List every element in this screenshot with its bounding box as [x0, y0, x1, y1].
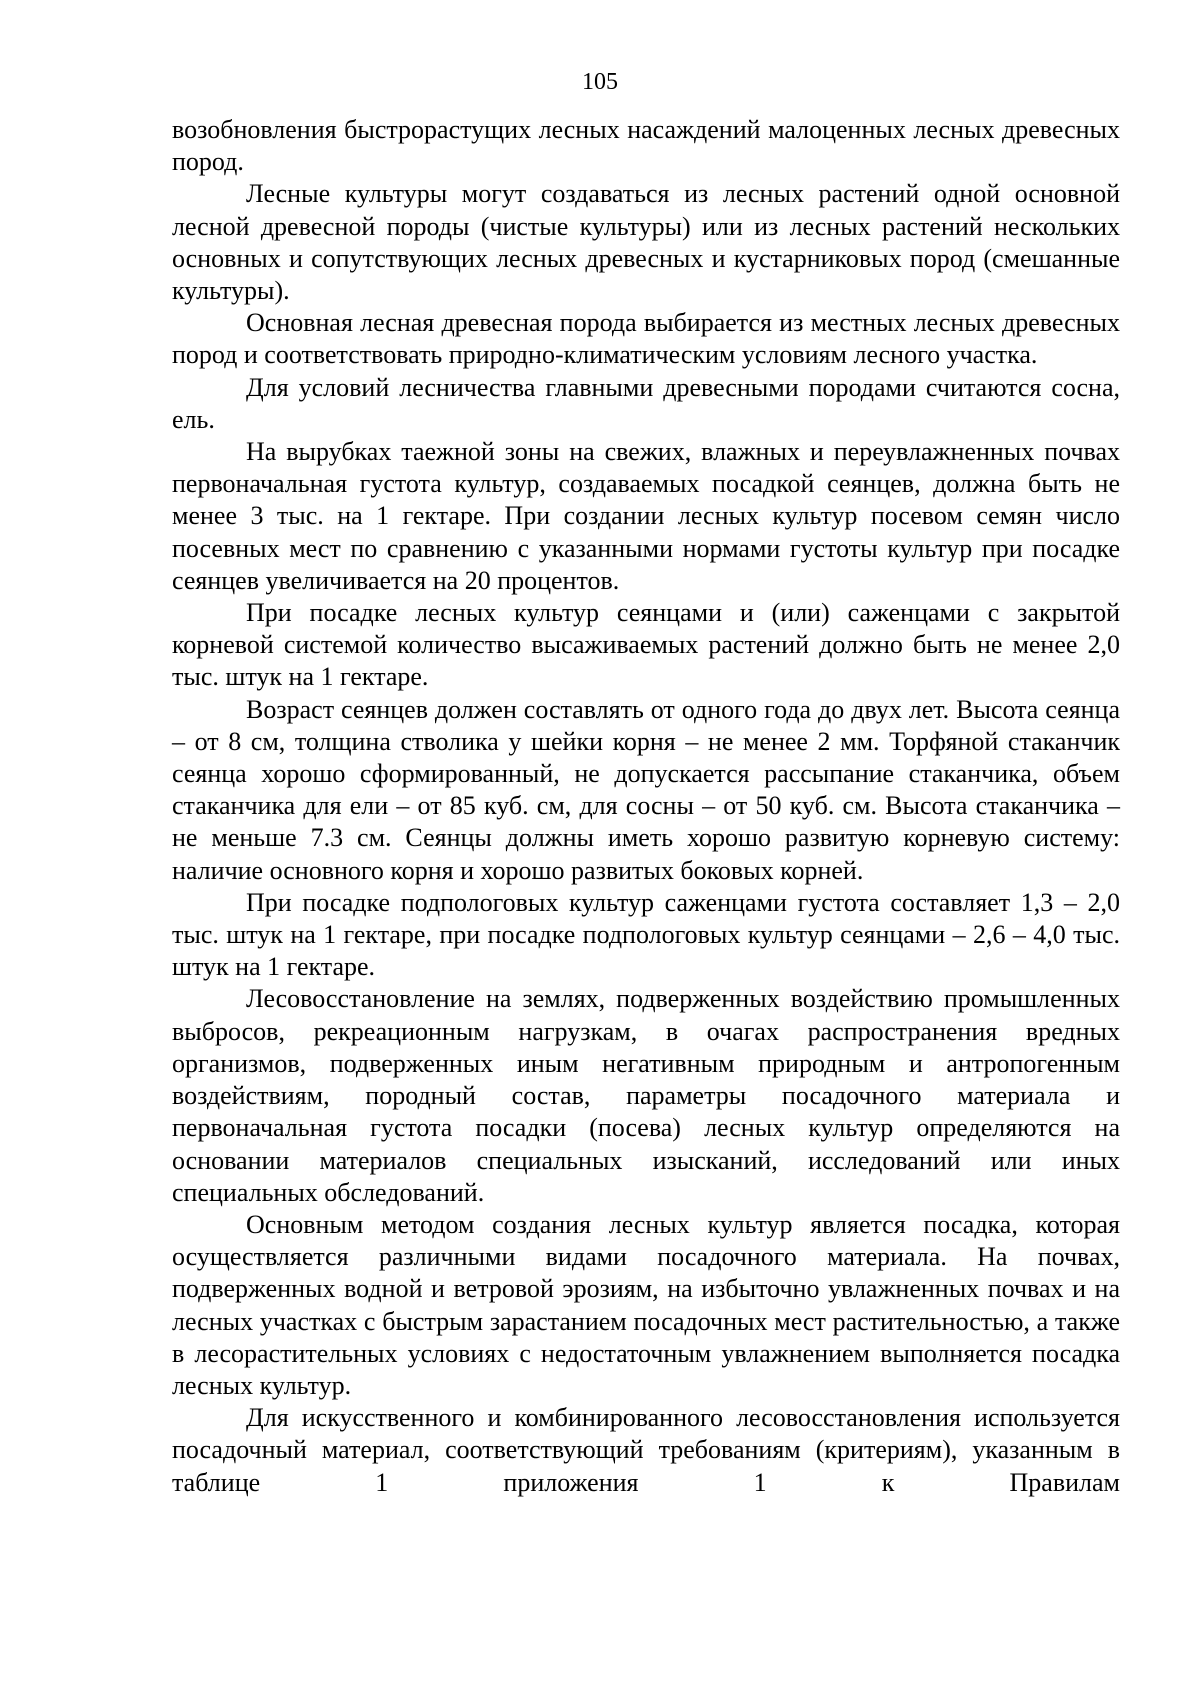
paragraph-9: Лесовосстановление на землях, подверженных воздействию промышленных выбросов, рекреационным нагрузкам, в очагах распространения вредных организмов, подверженных иным негативным природным и антропогенным воздействиям, породный состав, параметры посадочного материала и первоначальная густота посадки (посева) лесных культур определяются на основании материалов специальных изысканий, исследований или иных специальных обследований. [172, 984, 1120, 1207]
page-number: 105 [582, 69, 618, 95]
paragraph-6: При посадке лесных культур сеянцами и (или) саженцами с закрытой корневой системой количество высаживаемых растений должно быть не менее 2,0 тыс. штук на 1 гектаре. [172, 598, 1120, 692]
paragraph-1: возобновления быстрорастущих лесных насаждений малоценных лесных древесных пород. [172, 115, 1120, 177]
paragraph-7: Возраст сеянцев должен составлять от одного года до двух лет. Высота сеянца – от 8 см, толщина стволика у шейки корня – не менее 2 мм. Торфяной стаканчик сеянца хорошо сформированный, не допускается рассыпание стаканчика, объем стаканчика для ели – от 85 куб. см, для сосны – от 50 куб. см. Высота стаканчика – не меньше 7.3 см. Сеянцы должны иметь хорошо развитую корневую систему: наличие основного корня и хорошо развитых боковых корней. [172, 694, 1120, 885]
paragraph-10: Основным методом создания лесных культур является посадка, которая осуществляется различными видами посадочного материала. На почвах, подверженных водной и ветровой эрозиям, на избыточно увлажненных почвах и на лесных участках с быстрым зарастанием посадочных мест растительностью, а также в лесорастительных условиях с недостаточным увлажнением выполняется посадка лесных культур. [172, 1209, 1120, 1400]
paragraph-2: Лесные культуры могут создаваться из лесных растений одной основной лесной древесной породы (чистые культуры) или из лесных растений нескольких основных и сопутствующих лесных древесных и кустарниковых пород (смешанные культуры). [172, 179, 1120, 306]
paragraph-3: Основная лесная древесная порода выбирается из местных лесных древесных пород и соответствовать природно-климатическим условиям лесного участка. [172, 308, 1120, 370]
paragraph-4: Для условий лесничества главными древесными породами считаются сосна, ель. [172, 372, 1120, 434]
paragraph-11: Для искусственного и комбинированного лесовосстановления используется посадочный материал, соответствующий требованиям (критериям), указанным в таблице 1 приложения 1 к Правилам [172, 1403, 1120, 1497]
paragraph-8: При посадке подпологовых культур саженцами густота составляет 1,3 – 2,0 тыс. штук на 1 гектаре, при посадке подпологовых культур сеянцами – 2,6 – 4,0 тыс. штук на 1 гектаре. [172, 887, 1120, 982]
document-body [172, 114, 1120, 1499]
paragraph-5: На вырубках таежной зоны на свежих, влажных и переувлажненных почвах первоначальная густота культур, создаваемых посадкой сеянцев, должна быть не менее 3 тыс. на 1 гектаре. При создании лесных культур посевом семян число посевных мест по сравнению с указанными нормами густоты культур при посадке сеянцев увеличивается на 20 процентов. [172, 437, 1120, 595]
